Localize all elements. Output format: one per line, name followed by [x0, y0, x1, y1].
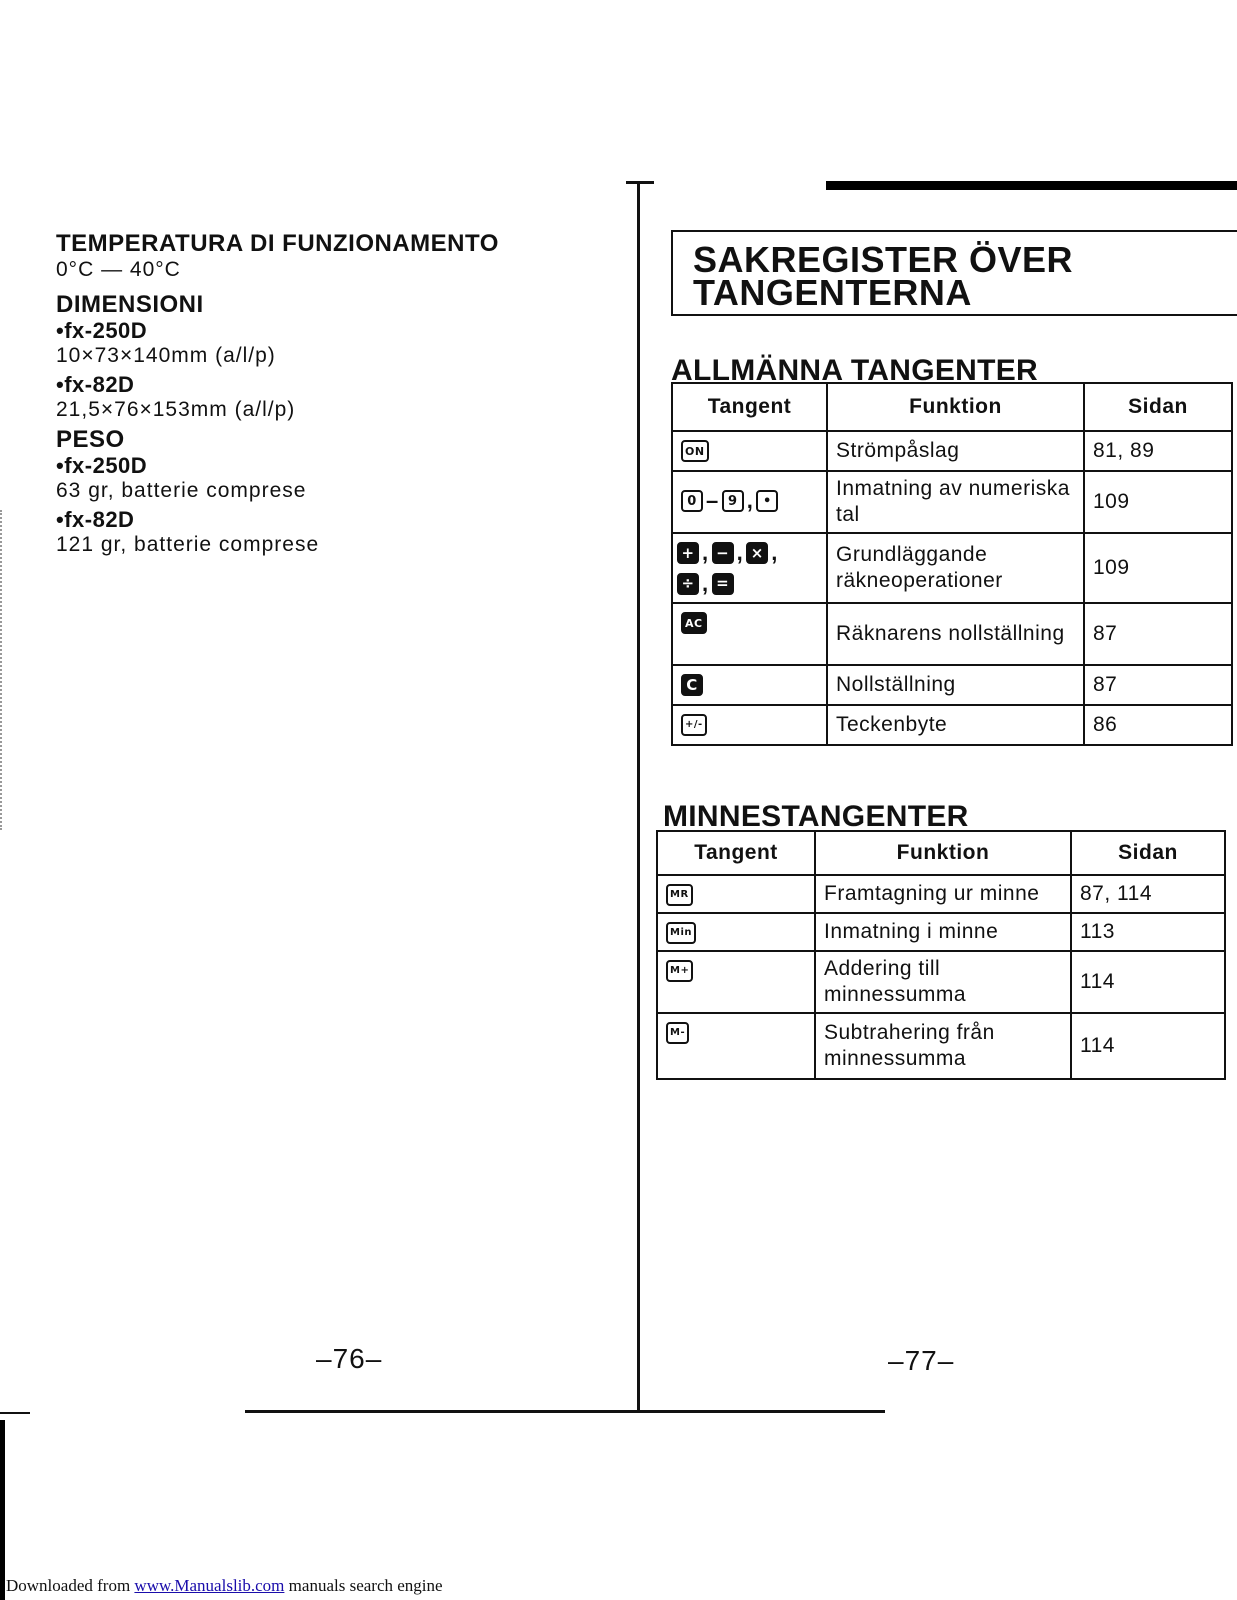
m-plus-key-icon: M+: [666, 960, 693, 982]
header-function: Funktion: [815, 831, 1071, 875]
table-row: [672, 533, 1232, 603]
on-key-icon: ON: [681, 440, 709, 462]
table-row: [672, 665, 1232, 705]
general-keys-table: [671, 382, 1233, 746]
general-keys-heading: ALLMÄNNA TANGENTER: [671, 354, 1039, 387]
title-line-2: TANGENTERNA: [693, 272, 972, 313]
download-footer: [6, 1576, 443, 1596]
equals-key-icon: =: [712, 573, 734, 595]
table-row: [672, 471, 1232, 533]
mr-key-icon: MR: [666, 884, 693, 906]
key-cell: [657, 1013, 815, 1079]
weight-value-fx82d: 121 gr, batterie comprese: [56, 533, 320, 556]
page-cell: 87: [1084, 603, 1232, 665]
function-cell: Grundläggande räkneoperationer: [827, 533, 1084, 603]
header-key: Tangent: [657, 831, 815, 875]
title-line-1: SAKREGISTER ÖVER: [693, 239, 1074, 280]
manualslib-link[interactable]: www.Manualslib.com: [134, 1576, 285, 1595]
c-key-icon: C: [681, 674, 703, 696]
header-page: Sidan: [1071, 831, 1225, 875]
operating-temperature-heading: TEMPERATURA DI FUNZIONAMENTO: [56, 230, 499, 257]
bottom-rule: [245, 1410, 885, 1413]
weight-model-fx250d: •fx-250D: [56, 453, 148, 478]
memory-keys-heading: MINNESTANGENTER: [663, 800, 969, 833]
weight-model-fx82d: •fx-82D: [56, 507, 135, 532]
function-cell: Framtagning ur minne: [815, 875, 1071, 913]
key-cell: [672, 665, 827, 705]
function-cell: Nollställning: [827, 665, 1084, 705]
footer-suffix: manuals search engine: [284, 1576, 443, 1595]
dimensions-heading: DIMENSIONI: [56, 291, 204, 318]
comma-separator: ,: [702, 570, 709, 596]
spine-top-tick: [626, 181, 654, 184]
table-row: [657, 913, 1225, 951]
multiply-key-icon: ×: [746, 542, 768, 564]
sign-change-key-icon: +/-: [681, 714, 707, 736]
comma-separator: ,: [702, 540, 709, 566]
digit-0-key-icon: 0: [681, 490, 703, 512]
page-number-right: –77–: [888, 1345, 955, 1376]
key-cell: [657, 951, 815, 1013]
page-cell: 113: [1071, 913, 1225, 951]
dimensions-model-fx250d: •fx-250D: [56, 318, 148, 343]
header-page: Sidan: [1084, 383, 1232, 431]
key-cell: [657, 913, 815, 951]
digit-9-key-icon: 9: [722, 490, 744, 512]
table-header-row: [672, 383, 1232, 431]
header-key: Tangent: [672, 383, 827, 431]
minus-key-icon: −: [712, 542, 734, 564]
min-key-icon: Min: [666, 922, 696, 944]
function-cell: Subtrahering från minnessumma: [815, 1013, 1071, 1079]
table-row: [657, 1013, 1225, 1079]
function-cell: Inmatning i minne: [815, 913, 1071, 951]
left-edge-bar: [0, 1420, 5, 1600]
table-row: [672, 705, 1232, 745]
page-number-left: –76–: [316, 1343, 383, 1374]
top-right-bar: [826, 181, 1237, 190]
table-row: [657, 875, 1225, 913]
table-row: [672, 431, 1232, 471]
comma-separator: ,: [746, 488, 754, 514]
book-spine-divider: [637, 183, 640, 1410]
comma-separator: ,: [736, 540, 744, 566]
range-dash: –: [706, 488, 719, 514]
dimensions-value-fx82d: 21,5×76×153mm (a/l/p): [56, 398, 296, 421]
table-row: [672, 603, 1232, 665]
function-cell: Räknarens nollställning: [827, 603, 1084, 665]
function-cell: Addering till minnessumma: [815, 951, 1071, 1013]
table-row: [657, 951, 1225, 1013]
key-cell: [657, 875, 815, 913]
left-edge-dots: [0, 510, 4, 830]
function-cell: Teckenbyte: [827, 705, 1084, 745]
footer-prefix: Downloaded from: [6, 1576, 135, 1595]
key-cell: [672, 705, 827, 745]
decimal-point-key-icon: •: [756, 490, 778, 512]
operating-temperature-value: 0°C — 40°C: [56, 258, 181, 281]
page-cell: 114: [1071, 1013, 1225, 1079]
divide-key-icon: ÷: [677, 573, 699, 595]
m-minus-key-icon: M-: [666, 1022, 689, 1044]
function-cell: Strömpåslag: [827, 431, 1084, 471]
function-cell: Inmatning av numeriska tal: [827, 471, 1084, 533]
key-cell: [672, 603, 827, 665]
memory-keys-table: [656, 830, 1226, 1080]
title-box: [671, 230, 1237, 316]
page-cell: 87: [1084, 665, 1232, 705]
comma-separator: ,: [771, 540, 778, 566]
weight-heading: PESO: [56, 426, 125, 453]
page-cell: 81, 89: [1084, 431, 1232, 471]
key-cell: [672, 471, 827, 533]
bottom-left-rule: [0, 1412, 30, 1414]
dimensions-model-fx82d: •fx-82D: [56, 372, 135, 397]
plus-key-icon: +: [677, 542, 699, 564]
weight-value-fx250d: 63 gr, batterie comprese: [56, 479, 307, 502]
page-cell: 86: [1084, 705, 1232, 745]
dimensions-value-fx250d: 10×73×140mm (a/l/p): [56, 344, 276, 367]
page-cell: 109: [1084, 471, 1232, 533]
key-cell: [672, 533, 827, 603]
table-header-row: [657, 831, 1225, 875]
header-function: Funktion: [827, 383, 1084, 431]
ac-key-icon: AC: [681, 612, 707, 634]
page-cell: 109: [1084, 533, 1232, 603]
page-cell: 87, 114: [1071, 875, 1225, 913]
key-cell: [672, 431, 827, 471]
page-cell: 114: [1071, 951, 1225, 1013]
